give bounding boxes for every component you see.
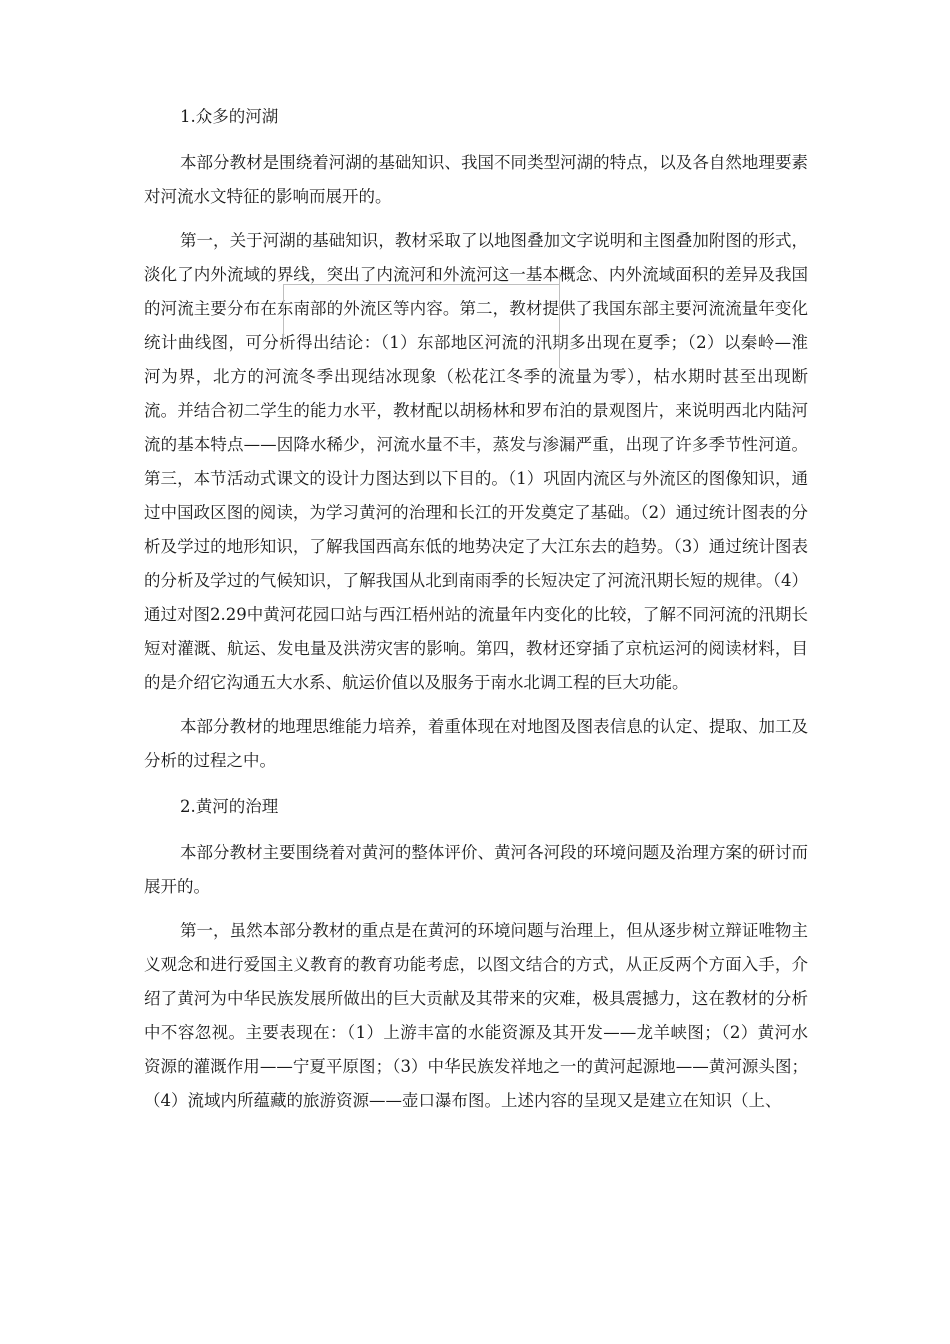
section2-paragraph-body: 第一，虽然本部分教材的重点是在黄河的环境问题与治理上，但从逐步树立辩证唯物主义观念和进行爱国主义教育的教育功能考虑，以图文结合的方式，从正反两个方面入手，介绍了黄河为中华民族发展所做出的巨大贡献及其带来的灾难，极具震撼力，这在教材的分析中不容忽视。主要表现在：（1）上游丰富的水能资源及其开发——龙羊峡图；（2）黄河水资源的灌溉作用——宁夏平原图；（3）中华民族发祥地之一的黄河起源地——黄河源头图；（4）流域内所蕴藏的旅游资源——壶口瀑布图。上述内容的呈现又是建立在知识（上、 [144,921,808,1110]
document-page [144,100,808,1118]
section1-paragraph-body: 第一，关于河湖的基础知识，教材采取了以地图叠加文字说明和主图叠加附图的形式，淡化了内外流域的界线，突出了内流河和外流河这一基本概念、内外流域面积的差异及我国的河流主要分布在东南部的外流区等内容。第二，教材提供了我国东部主要河流流量年变化统计曲线图，可分析得出结论：（1）东部地区河流的汛期多出现在夏季；（2）以秦岭—淮河为界，北方的河流冬季出现结冰现象（松花江冬季的流量为零），枯水期时甚至出现断流。并结合初二学生的能力水平，教材配以胡杨林和罗布泊的景观图片，来说明西北内陆河流的基本特点——因降水稀少，河流水量不丰，蒸发与渗漏严重，出现了许多季节性河道。第三，本节活动式课文的设计力图达到以下目的。（1）巩固内流区与外流区的图像知识，通过中国政区图的阅读，为学习黄河的治理和长江的开发奠定了基础。（2）通过统计图表的分析及学过的地形知识，了解我国西高东低的地势决定了大江东去的趋势。（3）通过统计图表的分析及学过的气候知识，了解我国从北到南雨季的长短决定了河流汛期长短的规律。（4）通过对图2.29中黄河花园口站与西江梧州站的流量年内变化的比较，了解不同河流的汛期长短对灌溉、航运、发电量及洪涝灾害的影响。第四，教材还穿插了京杭运河的阅读材料，目的是介绍它沟通五大水系、航运价值以及服务于南水北调工程的巨大功能。 [144,231,808,692]
scan-artifact-line [283,284,284,344]
scan-artifact-line [559,272,560,368]
scan-artifact-line [283,284,559,285]
section2-paragraph-intro: 本部分教材主要围绕着对黄河的整体评价、黄河各河段的环境问题及治理方案的研讨而展开的。 [144,843,808,896]
section2-heading: 2.黄河的治理 [180,797,279,816]
section1-paragraph-intro: 本部分教材是围绕着河湖的基础知识、我国不同类型河湖的特点，以及各自然地理要素对河流水文特征的影响而展开的。 [144,153,808,206]
section1-heading: 1.众多的河湖 [180,107,279,126]
section1-paragraph-summary: 本部分教材的地理思维能力培养，着重体现在对地图及图表信息的认定、提取、加工及分析的过程之中。 [144,717,808,770]
